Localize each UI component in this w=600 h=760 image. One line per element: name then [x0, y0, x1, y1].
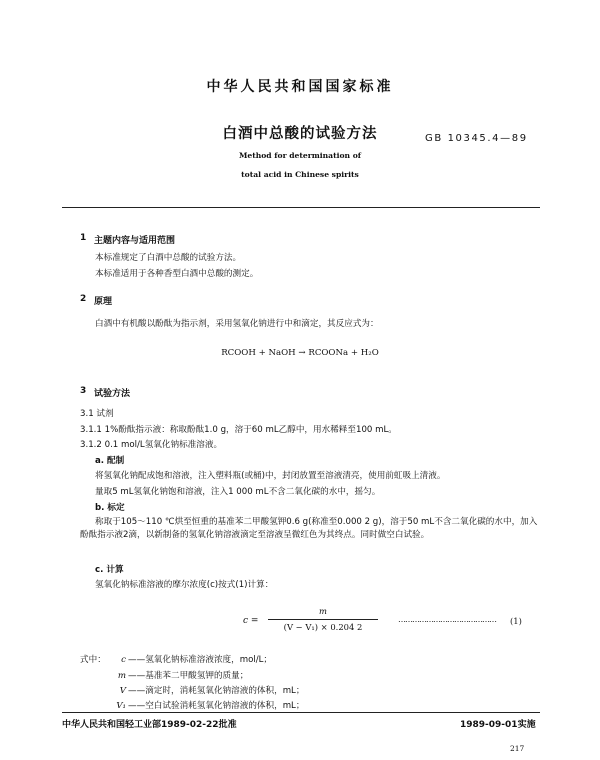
- sub-c-para: 氢氧化钠标准溶液的摩尔浓度(c)按式(1)计算：: [95, 580, 274, 590]
- where-description: ——滴定时，消耗氢氧化钠溶液的体积，mL；: [128, 686, 305, 696]
- where-description: ——氢氧化钠标准溶液浓度，mol/L；: [128, 655, 273, 665]
- section-1-heading: 主题内容与适用范围: [94, 236, 176, 246]
- english-title-line2: total acid in Chinese spirits: [241, 170, 359, 179]
- english-title-line1: Method for determination of: [238, 151, 362, 160]
- sub-a-para-2: 量取5 mL氢氧化钠饱和溶液，注入1 000 mL不含二氧化碳的水中，摇匀。: [95, 487, 381, 497]
- document-title: 白酒中总酸的试验方法: [222, 126, 378, 142]
- section-2-number: 2: [80, 294, 87, 304]
- section-1-number: 1: [80, 233, 87, 243]
- section-1-para-2: 本标准适用于各种香型白酒中总酸的测定。: [95, 269, 259, 279]
- formula-numerator: m: [319, 606, 327, 616]
- section-2-para-1: 白酒中有机酸以酚酞为指示剂，采用氢氧化钠进行中和滴定，其反应式为：: [95, 319, 379, 329]
- clause-3-1: 3.1 试剂: [80, 409, 114, 419]
- clause-3-1-1: 3.1.1 1%酚酞指示液：称取酚酞1.0 g，溶于60 mL乙醇中，用水稀释至100 mL。: [80, 425, 397, 435]
- section-3-heading: 试验方法: [94, 389, 131, 399]
- section-3-number: 3: [80, 386, 87, 396]
- footer-rule: [62, 712, 540, 713]
- header-rule: [62, 207, 540, 208]
- formula-fraction-bar: [268, 619, 378, 620]
- where-symbol: m: [117, 671, 126, 681]
- where-symbol: V₁: [116, 701, 126, 711]
- national-standard-heading: 中华人民共和国国家标准: [206, 79, 394, 95]
- page-number: 217: [510, 744, 525, 753]
- formula-number: (1): [510, 616, 522, 626]
- standard-number: GB 10345.4—89: [425, 133, 528, 144]
- sub-c-label: c. 计算: [95, 565, 124, 575]
- where-symbol: c: [121, 655, 126, 665]
- sub-b-label: b. 标定: [95, 503, 125, 513]
- formula-leader-dots: ……………………………………: [398, 615, 496, 624]
- reaction-equation: RCOOH + NaOH → RCOONa + H₂O: [221, 348, 379, 358]
- section-1-para-1: 本标准规定了白酒中总酸的试验方法。: [95, 253, 242, 263]
- implementation-date: 1989-09-01实施: [460, 720, 536, 730]
- where-description: ——基准苯二甲酸氢钾的质量；: [128, 671, 249, 681]
- where-intro: 式中：: [80, 655, 106, 665]
- formula-denominator: (V − V₁) × 0.204 2: [283, 622, 363, 632]
- where-description: ——空白试验消耗氢氧化钠溶液的体积，mL；: [128, 701, 305, 711]
- approval-line: 中华人民共和国轻工业部1989-02-22批准: [62, 720, 237, 730]
- section-2-heading: 原理: [94, 297, 113, 307]
- clause-3-1-2: 3.1.2 0.1 mol/L氢氧化钠标准溶液。: [80, 440, 223, 450]
- formula-lhs: c =: [243, 616, 259, 626]
- where-symbol: V: [119, 686, 126, 696]
- sub-a-label: a. 配制: [95, 456, 125, 466]
- sub-b-para: 称取于105～110 ℃烘至恒重的基准苯二甲酸氢钾0.6 g(称准至0.000 2 g)，溶于50 mL不含二氧化碳的水中，加入酚酞指示液2滴，以新制备的氢氧化钠溶液滴定至溶液呈微红色为其终点。同时做空白试验。: [80, 517, 538, 540]
- sub-a-para-1: 将氢氧化钠配成饱和溶液，注入塑料瓶(或桶)中，封闭放置至溶液清亮，使用前虹吸上清液。: [95, 471, 446, 481]
